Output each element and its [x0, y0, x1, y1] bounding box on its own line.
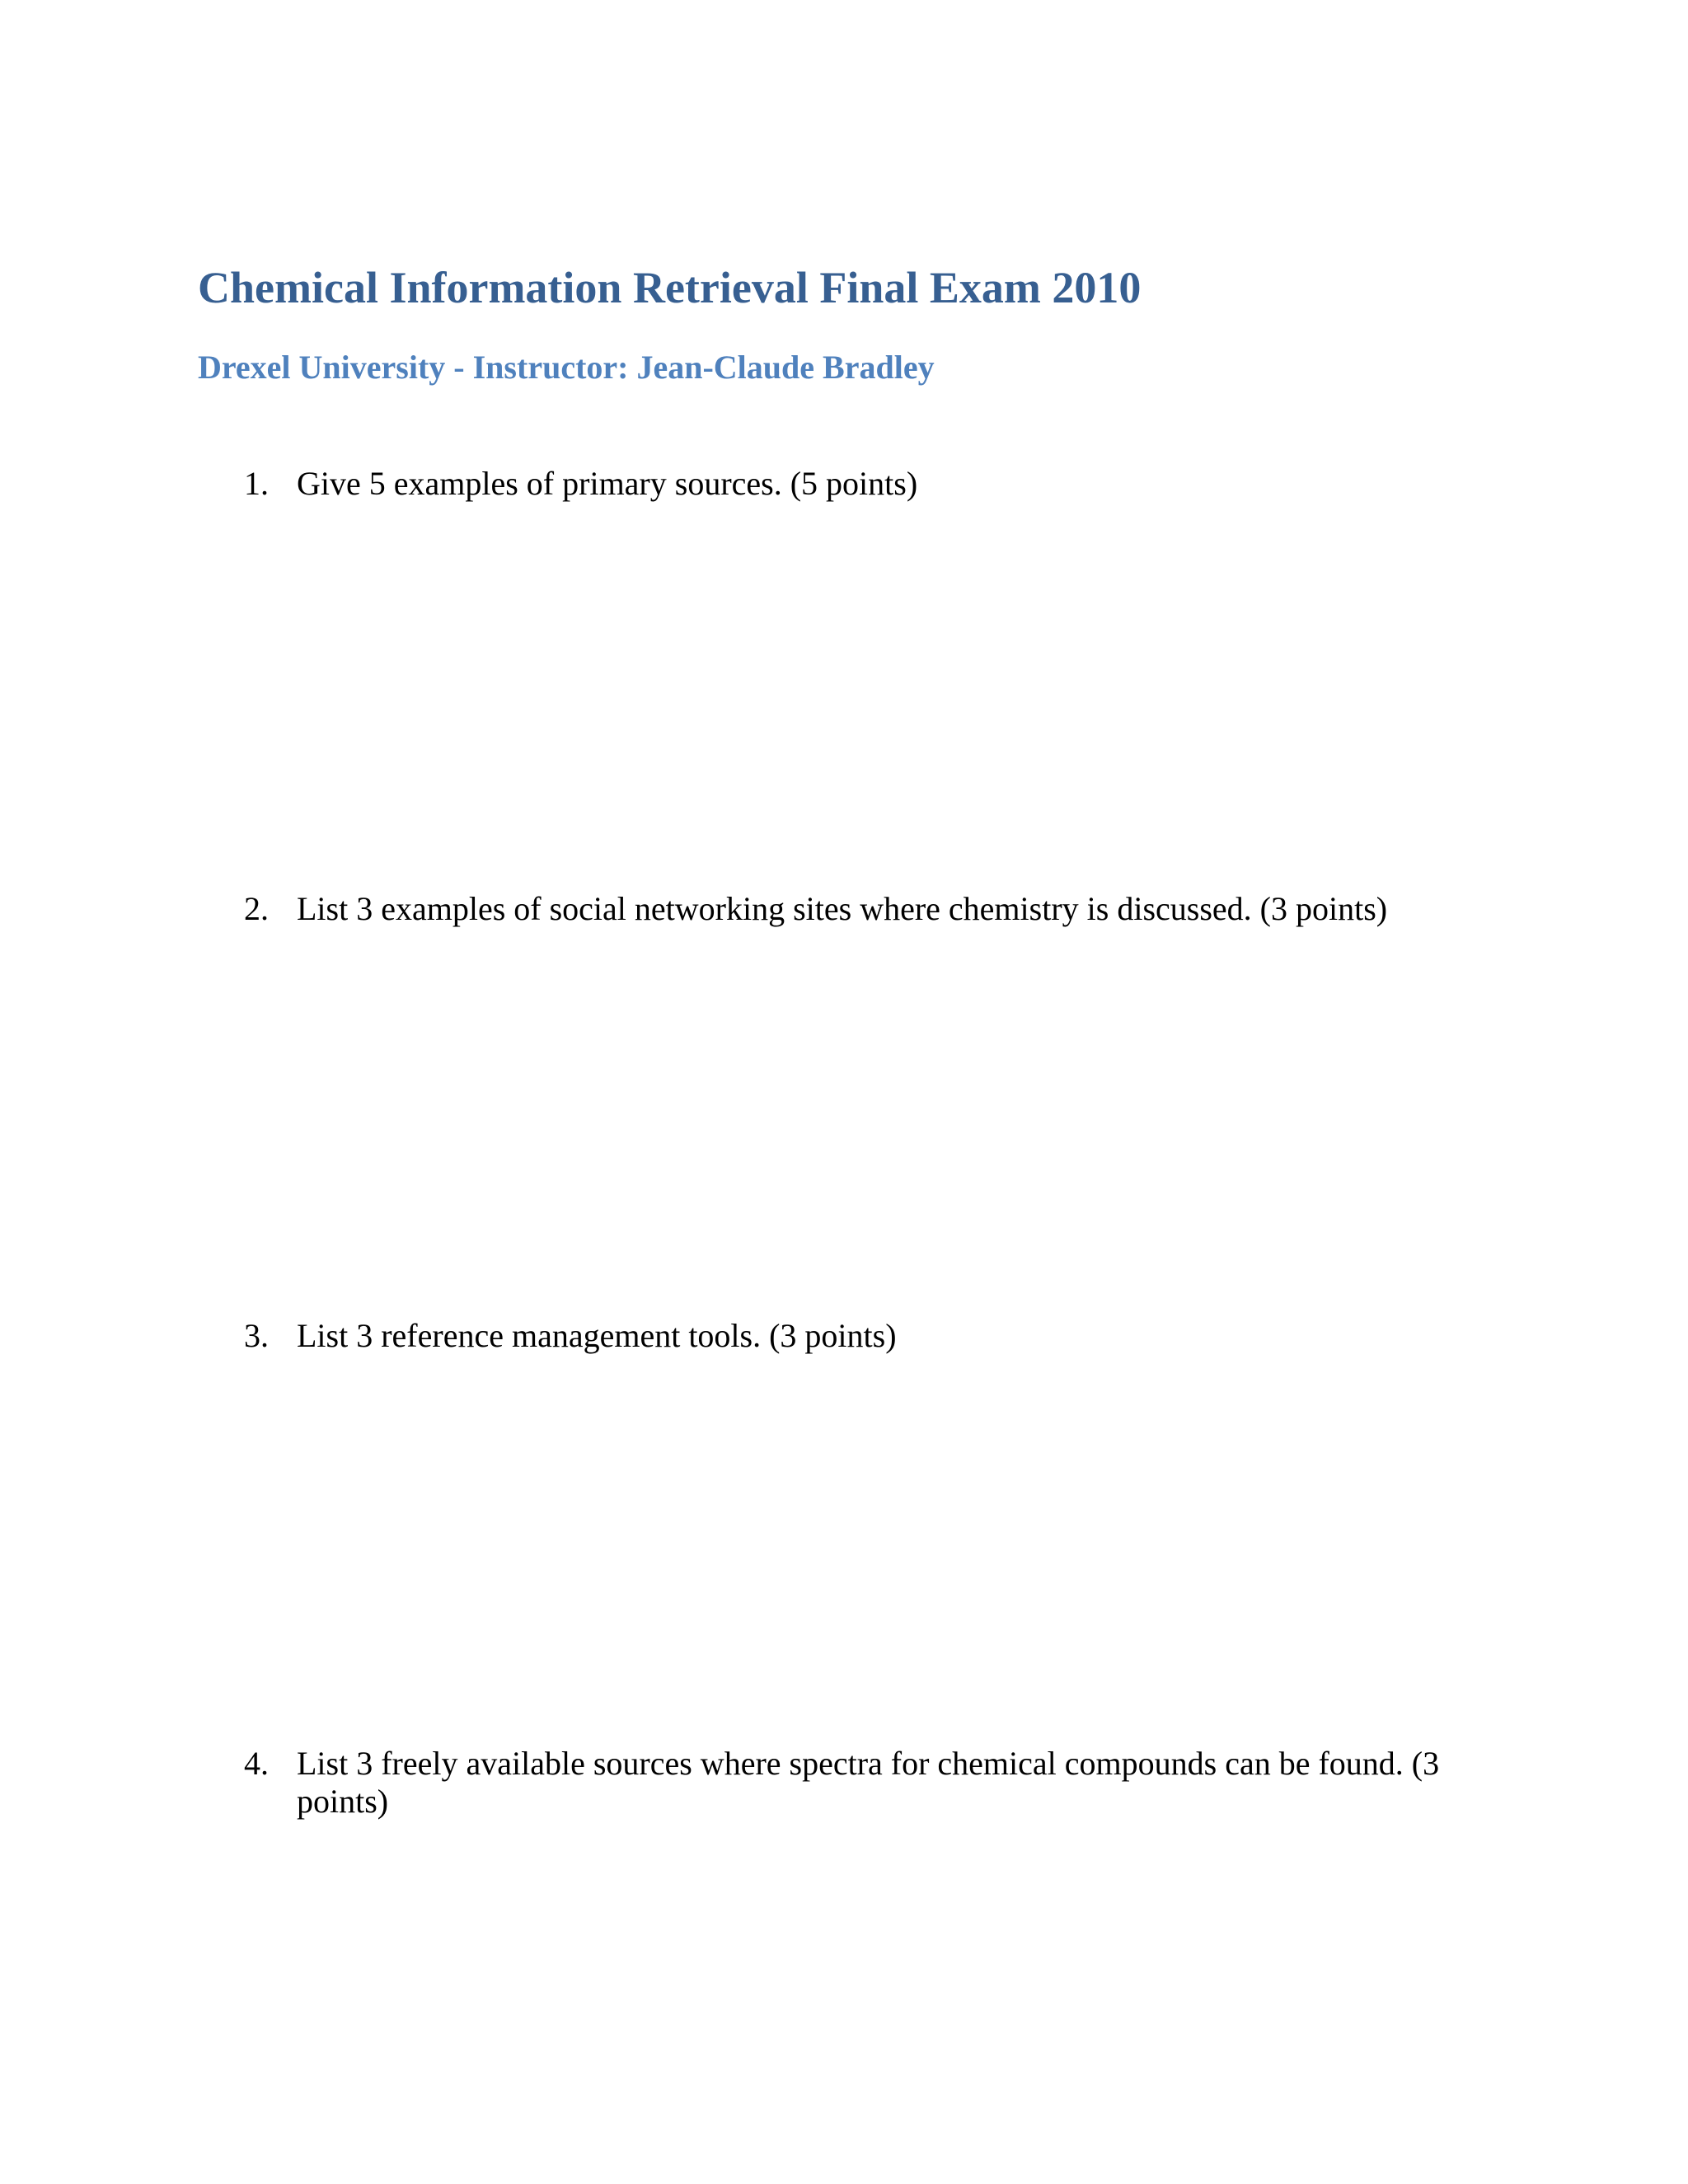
- question-number: 2.: [244, 890, 269, 927]
- question-text: Give 5 examples of primary sources. (5 points): [297, 465, 918, 502]
- page-title: Chemical Information Retrieval Final Exam 2010: [198, 263, 1142, 312]
- question-number: 4.: [244, 1745, 269, 1782]
- question-text: List 3 freely available sources where spectra for chemical compounds can be found. (3 points): [297, 1745, 1440, 1820]
- question-number: 3.: [244, 1317, 269, 1354]
- page-subtitle: Drexel University - Instructor: Jean-Claude Bradley: [198, 349, 935, 386]
- question-text: List 3 reference management tools. (3 points): [297, 1317, 897, 1354]
- question-text: List 3 examples of social networking sites where chemistry is discussed. (3 points): [297, 890, 1388, 927]
- question-number: 1.: [244, 465, 269, 502]
